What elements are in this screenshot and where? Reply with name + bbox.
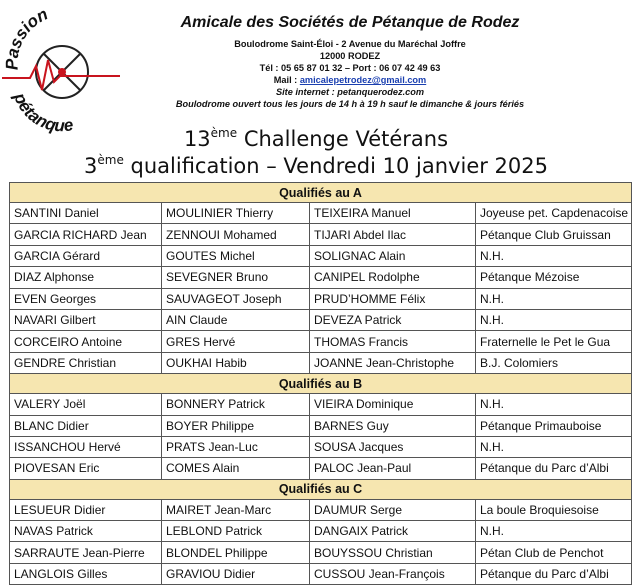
player-cell: SANTINI Daniel	[10, 203, 162, 224]
table-row	[10, 331, 632, 352]
player-cell: BOYER Philippe	[162, 415, 310, 436]
player-cell: CORCEIRO Antoine	[10, 331, 162, 352]
player-cell: THOMAS Francis	[310, 331, 476, 352]
player-cell: JOANNE Jean-Christophe	[310, 352, 476, 373]
player-cell: GRAVIOU Didier	[162, 563, 310, 584]
player-cell: BOUYSSOU Christian	[310, 542, 476, 563]
player-cell: SAUVAGEOT Joseph	[162, 288, 310, 309]
mail-label: Mail :	[273, 75, 300, 85]
logo-word-petanque: pétanque	[10, 90, 75, 136]
qualification-title: 3ème qualification – Vendredi 10 janvier 2025	[84, 153, 548, 178]
player-cell: ISSANCHOU Hervé	[10, 436, 162, 457]
player-cell: ZENNOUI Mohamed	[162, 224, 310, 245]
table-row	[10, 288, 632, 309]
player-cell: SARRAUTE Jean-Pierre	[10, 542, 162, 563]
player-cell: SEVEGNER Bruno	[162, 267, 310, 288]
table-row	[10, 224, 632, 245]
table-row	[10, 394, 632, 415]
club-cell: Pétan Club de Penchot	[476, 542, 632, 563]
player-cell: LESUEUR Didier	[10, 499, 162, 520]
player-cell: GARCIA RICHARD Jean	[10, 224, 162, 245]
club-cell: La boule Broquiesoise	[476, 499, 632, 520]
logo-word-passion: Passion	[2, 4, 51, 71]
club-cell: Pétanque du Parc d’Albi	[476, 458, 632, 479]
address-line-2: 12000 RODEZ	[319, 51, 381, 61]
player-cell: GENDRE Christian	[10, 352, 162, 373]
player-cell: PRUD’HOMME Félix	[310, 288, 476, 309]
group-label: Qualifiés au B	[10, 374, 632, 394]
mail-link[interactable]: amicalepetrodez@gmail.com	[299, 75, 427, 85]
table-row	[10, 245, 632, 266]
player-cell: BARNES Guy	[310, 415, 476, 436]
player-cell: BONNERY Patrick	[162, 394, 310, 415]
player-cell: PRATS Jean-Luc	[162, 436, 310, 457]
player-cell: DANGAIX Patrick	[310, 521, 476, 542]
player-cell: VIEIRA Dominique	[310, 394, 476, 415]
page-title	[0, 126, 632, 180]
club-cell: B.J. Colomiers	[476, 352, 632, 373]
player-cell: BLONDEL Philippe	[162, 542, 310, 563]
club-cell: N.H.	[476, 436, 632, 457]
qualified-teams-table	[9, 182, 632, 585]
club-cell: Pétanque Club Gruissan	[476, 224, 632, 245]
player-cell: MAIRET Jean-Marc	[162, 499, 310, 520]
table-row	[10, 499, 632, 520]
player-cell: DEVEZA Patrick	[310, 309, 476, 330]
group-header-b	[10, 374, 632, 394]
club-cell: N.H.	[476, 245, 632, 266]
player-cell: VALERY Joël	[10, 394, 162, 415]
table-row	[10, 352, 632, 373]
player-cell: LEBLOND Patrick	[162, 521, 310, 542]
table-row	[10, 267, 632, 288]
table-row	[10, 415, 632, 436]
player-cell: PIOVESAN Eric	[10, 458, 162, 479]
player-cell: SOLIGNAC Alain	[310, 245, 476, 266]
club-cell: Pétanque Primauboise	[476, 415, 632, 436]
player-cell: AIN Claude	[162, 309, 310, 330]
club-cell: N.H.	[476, 521, 632, 542]
player-cell: TEIXEIRA Manuel	[310, 203, 476, 224]
player-cell: OUKHAI Habib	[162, 352, 310, 373]
club-cell: Fraternelle le Pet le Gua	[476, 331, 632, 352]
group-label: Qualifiés au C	[10, 479, 632, 499]
mail-line	[170, 74, 530, 86]
club-cell: Pétanque Mézoise	[476, 267, 632, 288]
player-cell: BLANC Didier	[10, 415, 162, 436]
group-label: Qualifiés au A	[10, 183, 632, 203]
website-line[interactable]: Site internet : petanquerodez.com	[275, 87, 425, 97]
table-row	[10, 521, 632, 542]
table-row	[10, 563, 632, 584]
club-cell: N.H.	[476, 309, 632, 330]
table-row	[10, 542, 632, 563]
challenge-title: 13ème Challenge Vétérans	[183, 126, 449, 151]
player-cell: NAVARI Gilbert	[10, 309, 162, 330]
club-cell: N.H.	[476, 288, 632, 309]
player-cell: MOULINIER Thierry	[162, 203, 310, 224]
player-cell: PALOC Jean-Paul	[310, 458, 476, 479]
opening-hours: Boulodrome ouvert tous les jours de 14 h à 19 h sauf le dimanche & jours fériés	[175, 99, 525, 109]
group-header-a	[10, 183, 632, 203]
club-cell: Pétanque du Parc d’Albi	[476, 563, 632, 584]
player-cell: TIJARI Abdel Ilac	[310, 224, 476, 245]
player-cell: CUSSOU Jean-François	[310, 563, 476, 584]
organization-name: Amicale des Sociétés de Pétanque de Rodez	[180, 14, 520, 31]
group-header-c	[10, 479, 632, 499]
player-cell: CANIPEL Rodolphe	[310, 267, 476, 288]
player-cell: GARCIA Gérard	[10, 245, 162, 266]
letterhead	[170, 14, 530, 110]
table-row	[10, 436, 632, 457]
player-cell: DIAZ Alphonse	[10, 267, 162, 288]
club-cell: Joyeuse pet. Capdenacoise	[476, 203, 632, 224]
player-cell: GRES Hervé	[162, 331, 310, 352]
phone-line: Tél : 05 65 87 01 32 – Port : 06 07 42 49 63	[259, 63, 441, 73]
player-cell: DAUMUR Serge	[310, 499, 476, 520]
table-row	[10, 309, 632, 330]
player-cell: SOUSA Jacques	[310, 436, 476, 457]
table-row	[10, 458, 632, 479]
club-cell: N.H.	[476, 394, 632, 415]
player-cell: GOUTES Michel	[162, 245, 310, 266]
player-cell: EVEN Georges	[10, 288, 162, 309]
player-cell: LANGLOIS Gilles	[10, 563, 162, 584]
address-line-1: Boulodrome Saint-Éloi - 2 Avenue du Maréchal Joffre	[234, 39, 466, 49]
player-cell: COMES Alain	[162, 458, 310, 479]
player-cell: NAVAS Patrick	[10, 521, 162, 542]
table-row	[10, 203, 632, 224]
